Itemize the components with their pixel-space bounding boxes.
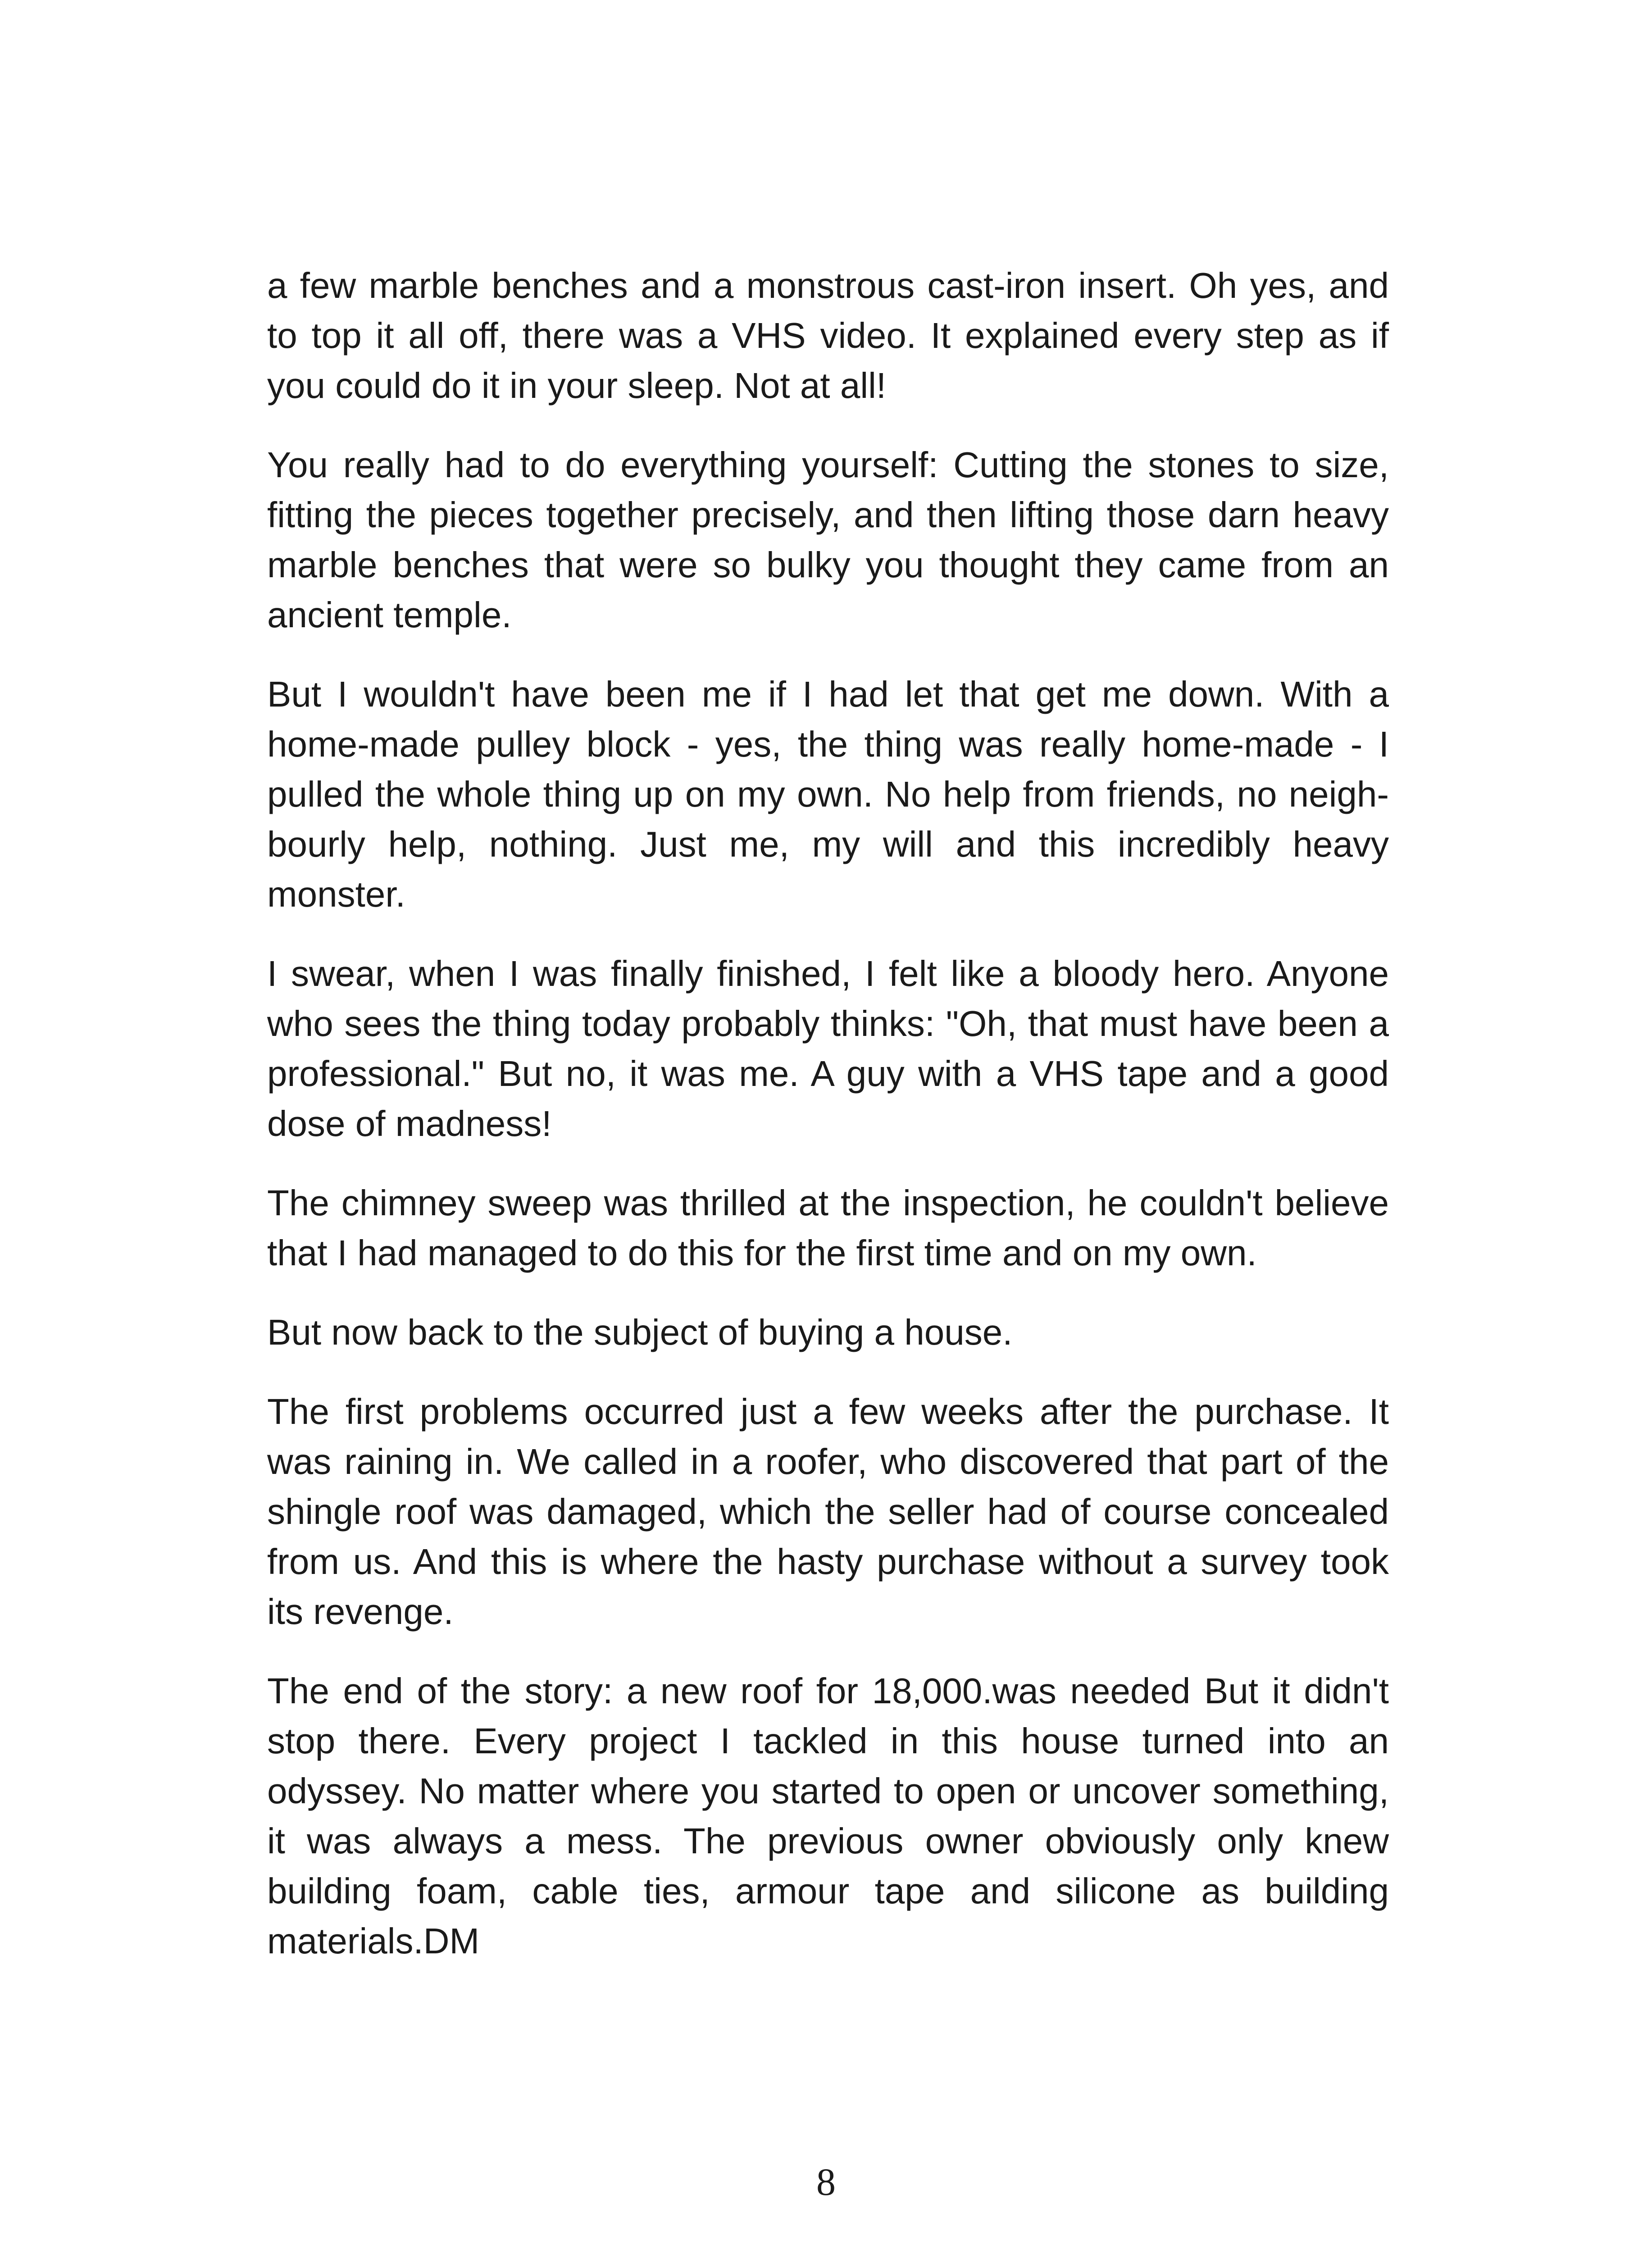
paragraph-5: The chimney sweep was thrilled at the inspection, he couldn't believe that I had managed to do this for the first time and on my own. <box>267 1183 1389 1273</box>
paragraph-6: But now back to the subject of buying a house. <box>267 1312 1013 1352</box>
paragraph-8: The end of the story: a new roof for 18,000.was needed But it didn't stop there. Every project I tackled in this house turned into an odyssey. No matter where you started to open or uncover something, it was always a mess. The previous owner obviously only knew building foam, cable ties, armour tape and silicone as building materials.DM <box>267 1671 1389 1961</box>
paragraph-2: You really had to do everything yourself: Cutting the stones to size, fitting the pieces together precisely, and then lifting those darn heavy marble benches that were so bulky you thought they came from an ancient temple. <box>267 445 1389 635</box>
paragraph-1: a few marble benches and a monstrous cast-iron insert. Oh yes, and to top it all off, there was a VHS video. It explained every step as if you could do it in your sleep. Not at all! <box>267 265 1389 406</box>
paragraph-4: I swear, when I was finally finished, I felt like a bloody hero. Anyone who sees the thing today probably thinks: "Oh, that must have been a professional." But no, it was me. A guy with a VHS tape and a good dose of madness! <box>267 953 1389 1144</box>
paragraph-3: But I wouldn't have been me if I had let that get me down. With a home-made pulley block - yes, the thing was really home-made - I pulled the whole thing up on my own. No help from friends, no neighbourly help, nothing. Just me, my will and this incredibly heavy monster. <box>267 674 1389 914</box>
page-number: 8 <box>816 2160 836 2203</box>
body-text <box>267 260 1389 1966</box>
paragraph-7: The first problems occurred just a few weeks after the purchase. It was raining in. We called in a roofer, who discovered that part of the shingle roof was damaged, which the seller had of course concealed from us. And this is where the hasty purchase without a survey took its revenge. <box>267 1391 1389 1632</box>
